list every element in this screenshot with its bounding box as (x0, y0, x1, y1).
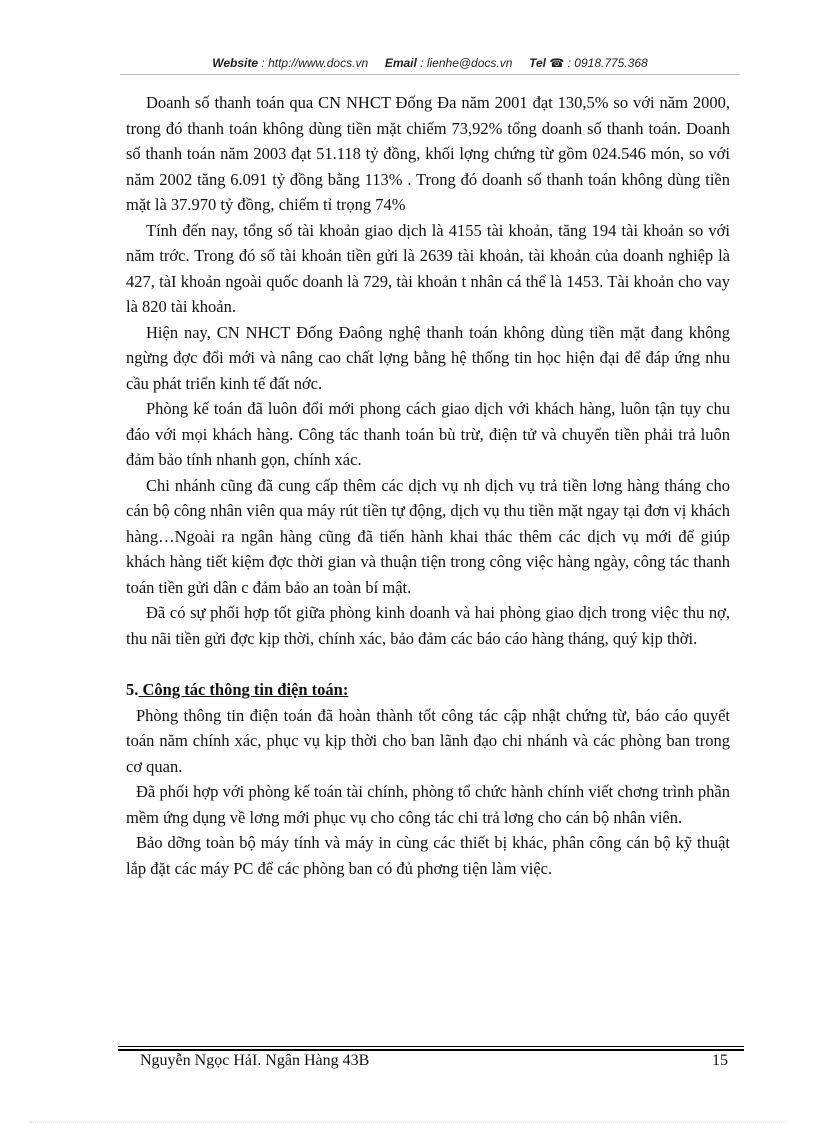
section-paragraph-1: Phòng thông tin điện toán đã hoàn thành tốt công tác cập nhật chứng từ, báo cáo quyết toán năm chính xác, phục vụ kịp thời cho ban lãnh đạo chi nhánh và các phòng ban trong cơ quan. (126, 705, 730, 776)
footer-divider-thick (118, 1049, 744, 1051)
website-value[interactable]: : http://www.docs.vn (261, 56, 369, 70)
section-number: 5. (126, 680, 139, 699)
footer-author: Nguyễn Ngọc HảI. Ngân Hàng 43B (140, 1052, 370, 1069)
section-paragraph-3: Bảo dỡng toàn bộ máy tính và máy in cùng các thiết bị khác, phân công cán bộ kỹ thuật lắp đặt các máy PC để các phòng ban có đủ phơng tiện làm việc. (126, 833, 730, 878)
page-number: 15 (712, 1052, 728, 1069)
paragraph-3: Hiện nay, CN NHCT Đống Đaông nghệ thanh toán không dùng tiền mặt đang không ngừng đợc đổi mới và nâng cao chất lợng bằng hệ thống tin học hiện đại để đáp ứng nhu cầu phát triển kinh tế đất nớc. (126, 322, 730, 393)
paragraph-2: Tính đến nay, tổng số tài khoản giao dịch là 4155 tài khoản, tăng 194 tài khoản so với năm trớc. Trong đó số tài khoản tiền gửi là 2639 tài khoản, tài khoản của doanh nghiệp là 427, tàI khoản ngoài quốc doanh là 729, tài khoản t nhân cá thể là 1453. Tài khoản cho vay là 820 tài khoản. (126, 220, 730, 316)
page-header (120, 56, 740, 70)
section-heading (126, 677, 730, 703)
paragraph-4: Phòng kế toán đã luôn đổi mới phong cách giao dịch với khách hàng, luôn tận tụy chu đáo với mọi khách hàng. Công tác thanh toán bù trừ, điện tử và chuyển tiền phải trả luôn đảm bảo tính nhanh gọn, chính xác. (126, 399, 730, 469)
section-paragraph-2: Đã phối hợp với phòng kế toán tài chính, phòng tổ chức hành chính viết chơng trình phần mềm ứng dụng về lơng mới phục vụ cho công tác chi trả lơng cho cán bộ nhân viên. (126, 782, 730, 827)
website-label: Website (212, 56, 259, 70)
paragraph-6: Đã có sự phối hợp tốt giữa phòng kinh doanh và hai phòng giao dịch trong việc thu nợ, thu nãi tiền gửi đợc kịp thời, chính xác, bảo đảm các báo cáo hàng tháng, quý kịp thời. (126, 603, 730, 648)
phone-icon: ☎ (549, 56, 565, 70)
document-body (126, 90, 730, 881)
footer-divider-thin (118, 1046, 744, 1047)
email-value[interactable]: : lienhe@docs.vn (420, 56, 513, 70)
tel-label: Tel (529, 56, 546, 70)
paragraph-5: Chi nhánh cũng đã cung cấp thêm các dịch vụ nh dịch vụ trả tiền lơng hàng tháng cho cán bộ công nhân viên qua máy rút tiền tự động, dịch vụ thu tiền mặt ngay tại đơn vị khách hàng…Ngoài ra ngân hàng cũng đã tiến hành khai thác thêm các dịch vụ mới để giúp khách hàng tiết kiệm đợc thời gian và thuận tiện trong công việc hàng ngày, công tác thanh toán tiền gửi dân c đảm bảo an toàn bí mật. (126, 475, 730, 597)
email-label: Email (384, 56, 417, 70)
paragraph-1: Doanh số thanh toán qua CN NHCT Đống Đa năm 2001 đạt 130,5% so với năm 2000, trong đó thanh toán không dùng tiền mặt chiếm 73,92% tổng doanh số thanh toán. Doanh số thanh toán năm 2003 đạt 51.118 tỷ đồng, khối lợng chứng từ gồm 024.546 món, so với năm 2002 tăng 6.091 tỷ đồng bằng 113% . Trong đó doanh số thanh toán không dùng tiền mặt là 37.970 tỷ đồng, chiếm tỉ trọng 74% (126, 93, 730, 214)
tel-value: : 0918.775.368 (567, 56, 648, 70)
header-divider (120, 74, 740, 75)
section-title: Công tác thông tin điện toán: (138, 680, 349, 699)
